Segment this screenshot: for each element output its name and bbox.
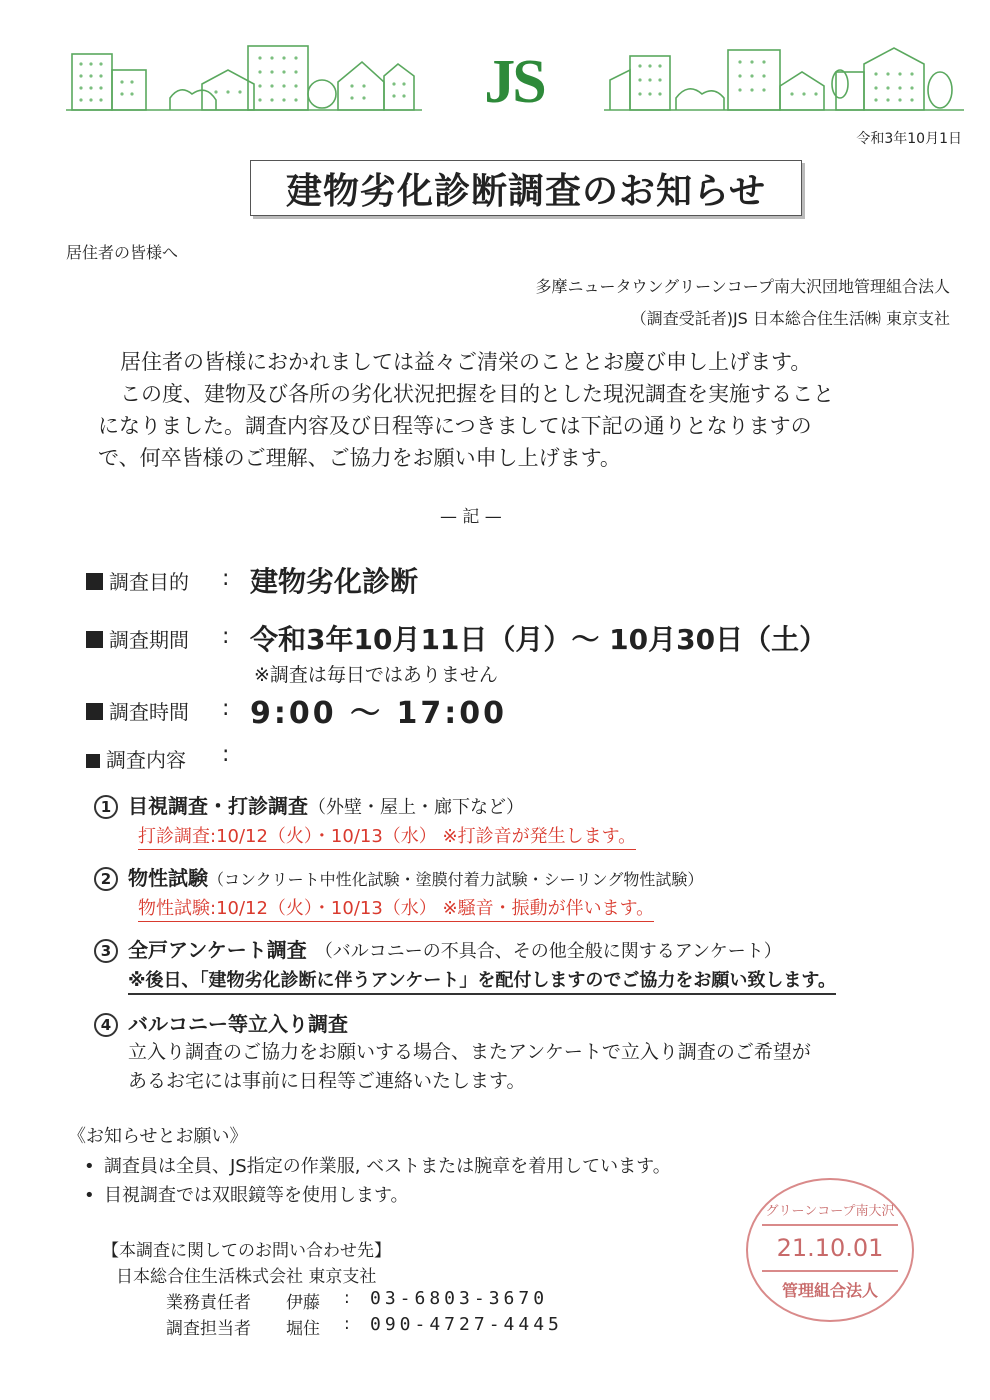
greeting: 居住者の皆様へ [66,243,179,262]
item-number: 4 [94,1013,118,1037]
period-value: 令和3年10月11日（月）～ 10月30日（土） [250,623,828,656]
buildings-illustration-left [66,40,422,114]
contact-name: 堀住 [286,1319,320,1339]
item-detail: （コンクリート中性化試験・塗膜付着力試験・シーリング物性試験） [208,870,704,889]
item-note: ※後日、「建物劣化診断に伴うアンケート」を配付しますのでご協力をお願い致します。 [128,970,836,995]
contact-role: 業務責任者 [166,1293,251,1313]
item-title: 目視調査・打診調査 [128,794,308,818]
sender-org: 多摩ニュータウングリーンコープ南大沢団地管理組合法人 [535,277,950,296]
period-row [86,624,189,653]
item-3-note [128,966,836,992]
contact-company: 日本総合住生活株式会社 東京支社 [116,1267,377,1287]
js-logo: JS [484,48,544,116]
buildings-illustration-right [604,40,964,114]
period-label: 調査期間 [109,628,189,652]
notices-heading: 《お知らせとお願い》 [68,1126,248,1147]
content-label: 調査内容 [106,748,186,772]
time-value: 9:00 ～ 17:00 [250,696,508,731]
receipt-stamp [746,1178,914,1322]
square-bullet-icon [86,631,103,648]
period-note: ※調査は毎日ではありません [254,664,498,686]
stamp-date: 21.10.01 [776,1234,884,1262]
sender-contractor: （調査受託者)JS 日本総合住生活㈱ 東京支社 [630,309,950,328]
content-row [86,744,186,773]
item-title: 全戸アンケート調査 [128,938,307,962]
colon: : [222,696,230,721]
ki-heading: — 記 — [440,507,502,527]
intro-line: この度、建物及び各所の劣化状況把握を目的とした現況調査を実施すること [120,382,834,406]
issue-date: 令和3年10月1日 [856,131,962,147]
colon: : [222,566,230,591]
page-title: 建物劣化診断調査のお知らせ [286,170,766,212]
item-number: 1 [94,795,118,819]
purpose-row [86,566,189,595]
survey-item-3 [94,934,782,963]
survey-item-1 [94,790,524,819]
survey-item-2 [94,862,703,891]
item-4-body [128,1038,811,1096]
bullet-icon: • [84,1156,95,1177]
notice-title-box [250,160,802,216]
item-detail: （外壁・屋上・廊下など） [308,797,524,818]
contact-role: 調査担当者 [166,1319,251,1339]
item-number: 2 [94,867,118,891]
intro-line: 居住者の皆様におかれましては益々ご清栄のこととお慶び申し上げます。 [120,350,812,374]
notices-list [84,1152,671,1210]
contact-phone: 03-6803-3670 [370,1288,549,1309]
square-bullet-icon [86,754,100,768]
item-body-line: 立入り調査のご協力をお願いする場合、またアンケートで立入り調査のご希望が [128,1041,811,1063]
item-detail: （バルコニーの不具合、その他全般に関するアンケート） [314,941,782,962]
colon: : [222,624,230,649]
bullet-icon: • [84,1185,95,1206]
time-label: 調査時間 [109,700,189,724]
time-row [86,696,189,725]
survey-item-4 [94,1008,348,1037]
colon: : [222,742,230,767]
colon: : [344,1288,350,1308]
square-bullet-icon [86,703,103,720]
intro-line: で、何卒皆様のご理解、ご協力をお願い申し上げます。 [98,446,621,470]
colon: : [344,1314,350,1334]
item-note: 物性試験:10/12（火）・10/13（水） ※騒音・振動が伴います。 [138,898,654,922]
list-item: • 調査員は全員、JS指定の作業服, ベストまたは腕章を着用しています。 [84,1152,671,1181]
item-1-note [138,822,636,848]
purpose-label: 調査目的 [109,570,189,594]
item-body-line: あるお宅には事前に日程等ご連絡いたします。 [128,1070,526,1092]
stamp-top: グリーンコープ南大沢 [765,1204,895,1219]
stamp-bottom: 管理組合法人 [781,1281,878,1300]
list-item: • 目視調査では双眼鏡等を使用します。 [84,1181,671,1210]
contact-phone: 090-4727-4445 [370,1314,563,1335]
square-bullet-icon [86,573,103,590]
purpose-value: 建物劣化診断 [250,565,419,598]
contact-name: 伊藤 [286,1293,320,1313]
intro-line: になりました。調査内容及び日程等につきましては下記の通りとなりますの [98,414,812,438]
item-title: 物性試験 [128,866,208,890]
item-title: バルコニー等立入り調査 [128,1012,348,1036]
item-2-note [138,894,654,920]
item-note: 打診調査:10/12（火）・10/13（水） ※打診音が発生します。 [138,826,636,850]
item-number: 3 [94,939,118,963]
contact-heading: 【本調査に関してのお問い合わせ先】 [102,1241,391,1261]
intro-paragraph [98,346,928,474]
